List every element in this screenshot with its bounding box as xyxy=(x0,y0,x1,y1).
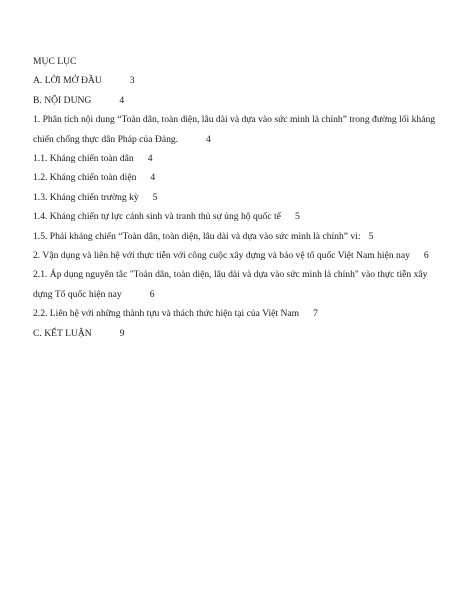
toc-entry-text: 1.3. Kháng chiến trường kỳ xyxy=(33,191,139,203)
toc-entry-page-number: 7 xyxy=(313,308,318,320)
toc-entry-section-2 xyxy=(33,246,445,265)
toc-entry-page-number: 5 xyxy=(368,230,374,242)
toc-entry-content xyxy=(33,91,445,110)
toc-entry-text: 1.1. Kháng chiến toàn dân xyxy=(33,153,134,165)
toc-entry-section-2-1 xyxy=(33,265,445,304)
toc-entry-section-2-2 xyxy=(33,304,445,323)
toc-entry-page-number: 4 xyxy=(206,133,211,145)
toc-entry-text: 1. Phân tích nội dung “Toàn dân, toàn diện, lâu dài và dựa vào sức mình là chính” trong đường lối kháng chiến chống thực dân Pháp của Đảng. xyxy=(33,114,436,145)
toc-entry-section-1-2 xyxy=(33,168,445,187)
toc-entry-section-1-5 xyxy=(33,227,445,246)
toc-entry-text: C. KẾT LUẬN xyxy=(33,327,92,339)
toc-entry-text: A. LỜI MỞ ĐẦU xyxy=(33,75,102,87)
toc-entry-section-1-1 xyxy=(33,149,445,168)
toc-entry-page-number: 6 xyxy=(149,288,155,300)
toc-entry-page-number: 3 xyxy=(129,75,135,87)
table-of-contents xyxy=(33,52,445,343)
toc-entry-text: B. NỘI DUNG xyxy=(33,94,92,106)
toc-entry-page-number: 5 xyxy=(152,191,158,203)
toc-entry-text: 1.5. Phải kháng chiến “Toàn dân, toàn diện, lâu dài và dựa vào sức mình là chính” vì: xyxy=(33,230,361,242)
toc-entry-text: 2. Vận dụng và liên hệ với thực tiễn với công cuộc xây dựng và bảo vệ tổ quốc Việt Nam hiện nay xyxy=(33,250,410,262)
toc-entry-page-number: 5 xyxy=(294,211,300,223)
toc-entry-page-number: 4 xyxy=(147,153,153,165)
toc-entry-conclusion xyxy=(33,324,445,343)
toc-entry-page-number: 9 xyxy=(119,327,125,339)
toc-entry-section-1-3 xyxy=(33,188,445,207)
toc-entry-page-number: 4 xyxy=(150,172,156,184)
toc-heading: MỤC LỤC xyxy=(33,56,77,67)
toc-entry-text: 1.4. Kháng chiến tự lực cánh sinh và tranh thủ sự ủng hộ quốc tế xyxy=(33,211,281,223)
toc-entry-section-1 xyxy=(33,110,445,149)
toc-entry-introduction xyxy=(33,71,445,90)
toc-entry-page-number: 4 xyxy=(119,94,125,106)
toc-entry-text: 1.2. Kháng chiến toàn diện xyxy=(33,172,137,184)
toc-entry-text: 2.1. Áp dụng nguyên tắc "Toàn dân, toàn diện, lâu dài và dựa vào sức mình là chính" vào thực tiễn xây dựng Tổ quốc hiện nay xyxy=(33,269,428,300)
toc-entry-page-number: 6 xyxy=(423,250,429,262)
toc-entry-text: 2.2. Liên hệ với những thành tựu và thách thức hiện tại của Việt Nam xyxy=(33,308,300,320)
toc-entry-section-1-4 xyxy=(33,207,445,226)
